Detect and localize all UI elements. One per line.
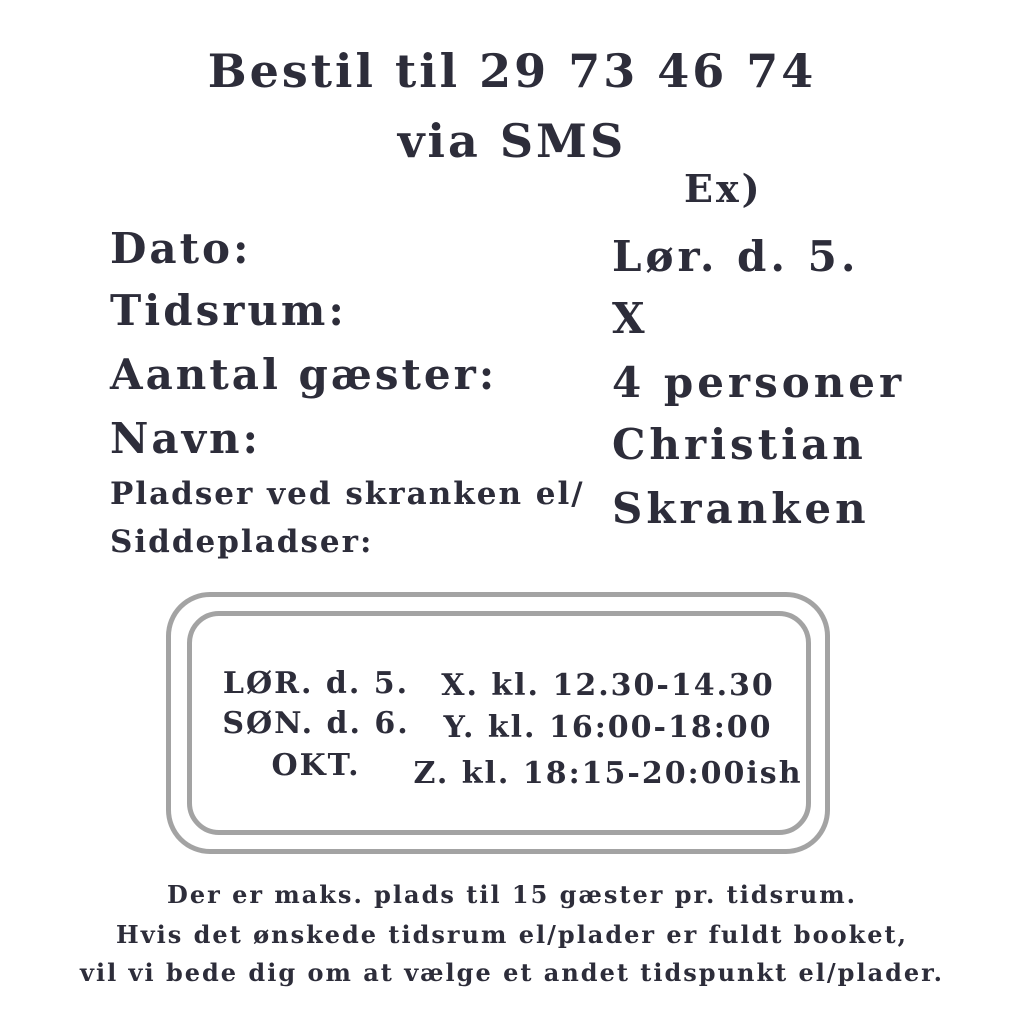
name-example: Christian [612,420,867,469]
schedule-slot-y: Y. kl. 16:00-18:00 [443,710,773,745]
footer-alternative-note: vil vi bede dig om at vælge et andet tidspunkt el/plader. [80,958,944,987]
timeslot-label: Tidsrum: [110,286,347,335]
example-label: Ex) [684,166,763,211]
order-phone-heading: Bestil til 29 73 46 74 [207,44,817,98]
schedule-day-sunday: SØN. d. 6. [222,706,410,741]
guest-count-label: Aantal gæster: [110,350,498,399]
footer-capacity-note: Der er maks. plads til 15 gæster pr. tidsrum. [167,880,857,909]
guest-count-example: 4 personer [612,358,906,407]
seating-label-line1: Pladser ved skranken el/ [110,476,585,512]
timeslot-example: X [612,294,649,343]
seating-example: Skranken [612,484,870,533]
date-label: Dato: [110,224,252,273]
schedule-slot-x: X. kl. 12.30-14.30 [441,668,775,703]
name-label: Navn: [110,414,262,463]
schedule-slot-z: Z. kl. 18:15-20:00ish [413,756,803,791]
footer-fully-booked-note: Hvis det ønskede tidsrum el/plader er fuldt booket, [116,920,908,949]
order-method-heading: via SMS [397,114,627,168]
date-example: Lør. d. 5. [612,232,860,281]
seating-label-line2: Siddepladser: [110,524,374,560]
schedule-month: OKT. [271,748,361,783]
schedule-day-saturday: LØR. d. 5. [222,666,410,701]
